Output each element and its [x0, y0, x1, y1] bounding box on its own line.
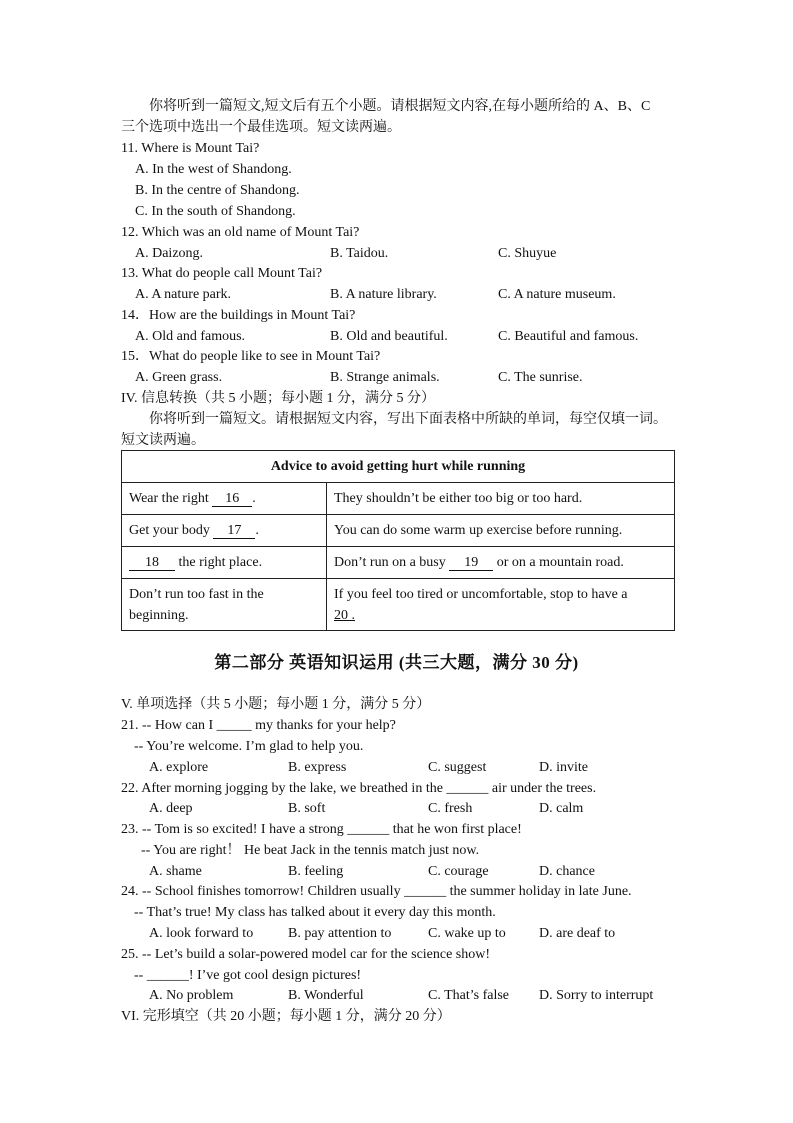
- option: A. Daizong.: [135, 246, 204, 261]
- section-heading: VI. 完形填空（共 20 小题；每小题 1 分，满分 20 分）: [121, 1009, 451, 1024]
- option: A. In the west of Shandong.: [135, 162, 292, 177]
- question-stem: -- You are right！ He beat Jack in the tennis match just now.: [141, 843, 480, 858]
- table-title: Advice to avoid getting hurt while running: [122, 451, 675, 483]
- question-stem: 25. -- Let’s build a solar-powered model car for the science show!: [121, 947, 491, 962]
- instruction-line: 短文读两遍。: [121, 433, 205, 448]
- question-stem: 15．What do people like to see in Mount Tai?: [121, 349, 381, 364]
- option: D. Sorry to interrupt: [539, 988, 654, 1003]
- blank-19[interactable]: 19: [449, 555, 493, 571]
- option: A. Green grass.: [135, 370, 223, 385]
- option: C. A nature museum.: [498, 287, 616, 302]
- option: B. Wonderful: [288, 988, 364, 1003]
- option: A. deep: [149, 801, 193, 816]
- question-stem: -- You’re welcome. I’m glad to help you.: [134, 739, 364, 754]
- option: B. A nature library.: [330, 287, 437, 302]
- option: B. Old and beautiful.: [330, 329, 448, 344]
- option: A. look forward to: [149, 926, 254, 941]
- instruction-line: 你将听到一篇短文,短文后有五个小题。请根据短文内容,在每小题所给的 A、B、C: [149, 99, 651, 114]
- question-stem: -- That’s true! My class has talked about it every day this month.: [134, 905, 496, 920]
- question-stem: 12. Which was an old name of Mount Tai?: [121, 225, 360, 240]
- section-heading: V. 单项选择（共 5 小题；每小题 1 分，满分 5 分）: [121, 697, 431, 712]
- blank-16[interactable]: 16: [212, 491, 252, 507]
- table-cell: Don’t run on a busy 19 or on a mountain road.: [327, 547, 675, 579]
- question-stem: 24. -- School finishes tomorrow! Children usually ______ the summer holiday in late June.: [121, 884, 632, 899]
- option: C. Beautiful and famous.: [498, 329, 639, 344]
- table-cell: Get your body 17 .: [122, 515, 327, 547]
- blank-17[interactable]: 17: [213, 523, 255, 539]
- table-cell: 18 the right place.: [122, 547, 327, 579]
- option: C. That’s false: [428, 988, 510, 1003]
- option: A. Old and famous.: [135, 329, 246, 344]
- option: B. feeling: [288, 864, 344, 879]
- option: C. wake up to: [428, 926, 506, 941]
- option: C. In the south of Shandong.: [135, 204, 296, 219]
- question-stem: 22. After morning jogging by the lake, we breathed in the ______ air under the trees.: [121, 781, 597, 796]
- table-cell: You can do some warm up exercise before running.: [327, 515, 675, 547]
- option: B. Strange animals.: [330, 370, 440, 385]
- blank-20[interactable]: 20 .: [334, 607, 355, 623]
- option: C. Shuyue: [498, 246, 557, 261]
- option: A. A nature park.: [135, 287, 232, 302]
- option: D. calm: [539, 801, 584, 816]
- option: D. are deaf to: [539, 926, 616, 941]
- question-stem: -- ______! I’ve got cool design pictures!: [134, 968, 362, 983]
- table-cell: Wear the right 16 .: [122, 483, 327, 515]
- table-cell: Don’t run too fast in the beginning.: [122, 579, 327, 631]
- option: A. explore: [149, 760, 209, 775]
- option: D. chance: [539, 864, 595, 879]
- part-title: 第二部分 英语知识运用 (共三大题，满分 30 分): [214, 653, 579, 672]
- option: C. suggest: [428, 760, 487, 775]
- table-cell: They shouldn’t be either too big or too hard.: [327, 483, 675, 515]
- question-stem: 23. -- Tom is so excited! I have a strong ______ that he won first place!: [121, 822, 522, 837]
- question-stem: 14．How are the buildings in Mount Tai?: [121, 308, 356, 323]
- option: C. fresh: [428, 801, 473, 816]
- question-stem: 11. Where is Mount Tai?: [121, 141, 260, 156]
- option: B. pay attention to: [288, 926, 392, 941]
- question-stem: 21. -- How can I _____ my thanks for your help?: [121, 718, 396, 733]
- instruction-line: 三个选项中选出一个最佳选项。短文读两遍。: [121, 120, 401, 135]
- option: A. shame: [149, 864, 202, 879]
- option: C. The sunrise.: [498, 370, 583, 385]
- option: B. In the centre of Shandong.: [135, 183, 300, 198]
- option: B. express: [288, 760, 347, 775]
- instruction-line: 你将听到一篇短文。请根据短文内容，写出下面表格中所缺的单词，每空仅填一词。: [149, 412, 667, 427]
- blank-18[interactable]: 18: [129, 555, 175, 571]
- option: D. invite: [539, 760, 588, 775]
- advice-table: [121, 450, 675, 631]
- option: A. No problem: [149, 988, 234, 1003]
- table-cell: If you feel too tired or uncomfortable, stop to have a 20 .: [327, 579, 675, 631]
- option: B. soft: [288, 801, 326, 816]
- question-stem: 13. What do people call Mount Tai?: [121, 266, 323, 281]
- option: B. Taidou.: [330, 246, 389, 261]
- section-heading: IV. 信息转换（共 5 小题；每小题 1 分，满分 5 分）: [121, 391, 435, 406]
- option: C. courage: [428, 864, 489, 879]
